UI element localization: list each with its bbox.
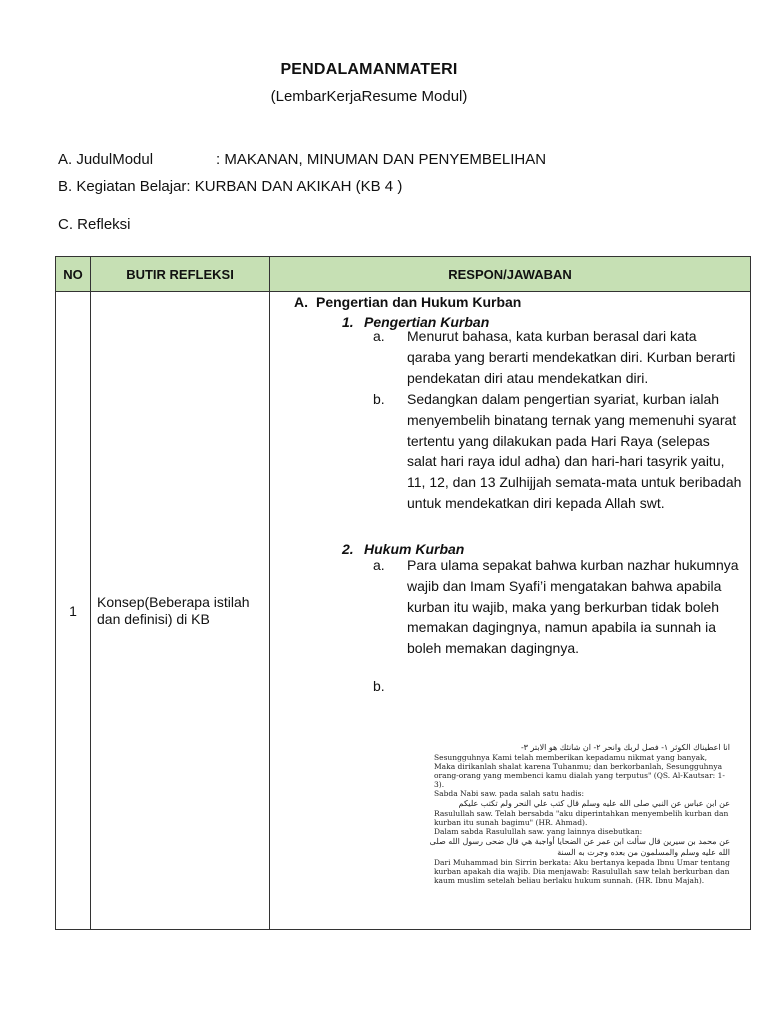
hadis-intro-2: Dalam sabda Rasulullah saw. yang lainnya disebutkan: — [434, 827, 643, 836]
list-item: a. Para ulama sepakat bahwa kurban nazhar hukumnya wajib dan Imam Syafi’i mengatakan bahwa apabila kurban itu wajib, maka yang berkurban tidak boleh memakan dagingnya, namun apabila ia sunnah ia boleh memakan dagingnya. — [373, 557, 739, 657]
document-title: PENDALAMANMATERI — [280, 61, 458, 78]
judul-modul-line — [58, 151, 546, 168]
arabic-hadis: عن ابن عباس عن النبي صلى الله عليه وسلم قال كتب علي النحر ولم تكتب عليكم — [458, 799, 730, 808]
document-subtitle: (LembarKerjaResume Modul) — [270, 88, 468, 105]
header-butir-refleksi: BUTIR REFLEKSI — [91, 257, 270, 292]
list-item: a. Menurut bahasa, kata kurban berasal dari kata qaraba yang berarti mendekatkan diri. Kurban berarti pendekatan diri atau mendekatkan diri. — [373, 328, 736, 386]
section-heading: A. Pengertian dan Hukum Kurban — [294, 294, 522, 310]
kegiatan-belajar-value: : KURBAN DAN AKIKAH (KB 4 ) — [186, 178, 403, 195]
header-respon-jawaban: RESPON/JAWABAN — [270, 257, 751, 292]
table-header-row — [56, 257, 751, 292]
refleksi-table — [55, 256, 751, 930]
arabic-hadis-2: عن محمد بن سيرين قال سألت ابن عمر عن الضحايا أواجبة هي قال ضحى رسول الله صلى الله عليه وسلم والمسلمون من بعده وجرت به السنة — [429, 837, 730, 857]
judul-modul-label: A. JudulModul — [58, 151, 154, 168]
table-row — [56, 292, 751, 930]
hadis-translation-2: Dari Muhammad bin Sirrin berkata: Aku bertanya kepada Ibnu Umar tentang kurban apakah dia wajib. Dia menjawab: Rasulullah saw telah berkurban dan kaum muslim setelah beliau berlaku hukum sunnah. (HR. Ibnu Majah). — [434, 858, 730, 885]
arabic-verse: انا اعطيناك الكوثر ١- فصل لربك وانحر ٢- ان شانئك هو الابتر ٣- — [520, 743, 730, 752]
judul-modul-value: : MAKANAN, MINUMAN DAN PENYEMBELIHAN — [216, 151, 547, 168]
subsection-pengertian-kurban: 1. Pengertian Kurban — [342, 314, 490, 330]
row-respon-jawaban: A. Pengertian dan Hukum Kurban 1. Pengertian Kurban a. Menurut bahasa, kata kurban berasal dari kata qaraba yang berarti mendekatkan diri. Kurban berarti pendekatan diri atau mendekatkan diri. b. Sedangkan dalam pengertian syariat, kurban ialah menyembelih binatang ternak yang memenuhi syarat tertentu yang dilakukan pada Hari Raya (selepas salat hari raya idul adha) dan hari-hari tasyrik yaitu, 11, 12, dan 13 Zulhijjah semata-mata untuk beribadah untuk mendekatkan diri kepada Allah swt. 2. Hukum Kurban a. Para ulama sepakat bahwa kurban nazhar hukumnya wajib dan Imam Syafi’i mengatakan bahwa apabila kurban itu wajib, maka yang berkurban tidak boleh memakan dagingnya, namun apabila ia sunnah ia boleh memakan dagingnya. b. انا اعطيناك الكوثر ١- فصل لربك وانحر ٢- ان شانئك هو الابتر ٣- Sesungguhnya Kami telah memberikan kepadamu nikmat yang banyak, Maka dirikanlah shalat karena Tuhanmu; dan berkorbanlah, Sesungguhnya orang-orang yang membenci kamu dialah yang terputus" (QS. Al-Kautsar: 1-3). Sabda Nabi saw. pada salah satu hadis: عن ابن عباس عن النبي صلى الله عليه وسلم قال كتب علي النحر ولم تكتب عليكم Rasulullah saw. Telah bersabda "aku diperintahkan menyembelih kurban dan kurban itu sunah bagimu" (HR. Ahmad). Dalam sabda Rasulullah saw. yang lainnya disebutkan: عن محمد بن سيرين قال سألت ابن عمر عن الضحايا أواجبة هي قال ضحى رسول الله صلى الله عليه وسلم والمسلمون من بعده وجرت به السنة Dari Muhammad bin Sirrin berkata: Aku bertanya kepada Ibnu Umar tentang kurban apakah dia wajib. Dia menjawab: Rasulullah saw telah berkurban dan kaum muslim setelah beliau berlaku hukum sunnah. (HR. Ibnu Majah). — [270, 292, 751, 930]
row-number: 1 — [56, 292, 91, 930]
refleksi-label: C. Refleksi — [58, 216, 131, 233]
scanned-excerpt-image — [420, 742, 730, 924]
list-item: b. Sedangkan dalam pengertian syariat, kurban ialah menyembelih binatang ternak yang memenuhi syarat tertentu yang dilakukan pada Hari Raya (selepas salat hari raya idul adha) dan hari-hari tasyrik yaitu, 11, 12, dan 13 Zulhijjah semata-mata untuk beribadah untuk mendekatkan diri kepada Allah swt. — [373, 391, 742, 511]
hadis-intro: Sabda Nabi saw. pada salah satu hadis: — [434, 789, 585, 798]
verse-translation: Sesungguhnya Kami telah memberikan kepadamu nikmat yang banyak, Maka dirikanlah shalat karena Tuhanmu; dan berkorbanlah, Sesungguhnya orang-orang yang membenci kamu dialah yang terputus" (QS. Al-Kautsar: 1-3). — [434, 753, 725, 789]
kegiatan-belajar-line — [58, 178, 402, 195]
header-no: NO — [56, 257, 91, 292]
kegiatan-belajar-label: B. Kegiatan Belajar — [58, 178, 187, 195]
subsection-hukum-kurban: 2. Hukum Kurban — [342, 541, 465, 557]
row-butir-refleksi: Konsep(Beberapa istilah dan definisi) di KB — [91, 292, 270, 930]
hadis-translation: Rasulullah saw. Telah bersabda "aku diperintahkan menyembelih kurban dan kurban itu sunah bagimu" (HR. Ahmad). — [434, 809, 729, 827]
